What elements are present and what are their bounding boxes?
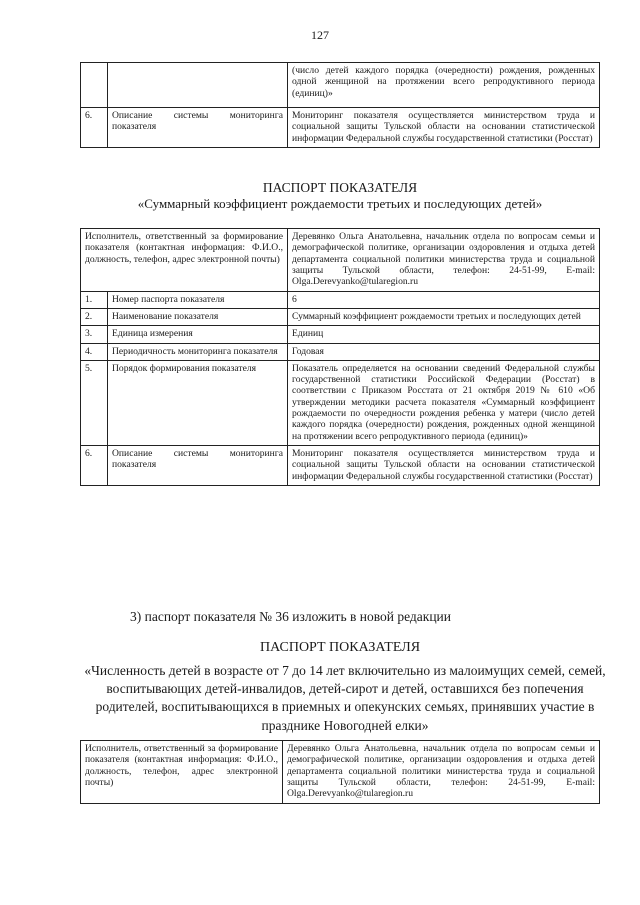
row-number: 6. [81, 446, 108, 486]
table-row [81, 360, 600, 445]
executor-value: Деревянко Ольга Анатольевна, начальник отдела по вопросам семьи и демографической политике, организации оздоровления и отдыха детей департамента социальной политики министерства труда и социальной защиты Тульской области, телефон: 24-51-99, E-mail: Olga.Derevyanko@tularegion.ru [283, 741, 600, 804]
table-header-row [81, 741, 600, 804]
table-row [81, 343, 600, 360]
row-label: Описание системы мониторинга показателя [108, 446, 288, 486]
row-number [81, 63, 108, 108]
row-label: Единица измерения [108, 326, 288, 343]
passport-title: ПАСПОРТ ПОКАЗАТЕЛЯ [259, 640, 421, 655]
row-number: 3. [81, 326, 108, 343]
executor-value: Деревянко Ольга Анатольевна, начальник отдела по вопросам семьи и демографической политике, организации оздоровления и отдыха детей департамента социальной политики министерства труда и социальной защиты Тульской области, телефон: 24-51-99, E-mail: Olga.Derevyanko@tularegion.ru [288, 229, 600, 292]
row-value: Показатель определяется на основании сведений Федеральной службы государственной статистики Российской Федерации (Росстат) в соответствии с Приказом Росстата от 21 октября 2019 № 610 «Об утверждении методики расчета показателя «Суммарный коэффициент рождаемости по очередности рождения ребенка у матери (число детей каждого порядка (очередности) рождения, рожденных одной женщиной на протяжении всего репродуктивного периода (единиц)» [288, 360, 600, 445]
passport-table-continued [80, 62, 600, 148]
table-header-row [81, 229, 600, 292]
table-row [81, 308, 600, 325]
row-label: Описание системы мониторинга показателя [108, 108, 288, 148]
row-label: Номер паспорта показателя [108, 291, 288, 308]
row-value: Годовая [288, 343, 600, 360]
row-value: (число детей каждого порядка (очередности) рождения, рожденных одной женщиной на протяжении всего репродуктивного периода (единиц)» [288, 63, 600, 108]
row-label [108, 63, 288, 108]
row-label: Периодичность мониторинга показателя [108, 343, 288, 360]
passport-subtitle: «Численность детей в возрасте от 7 до 14 лет включительно из малоимущих семей, семей, воспитывающих детей-инвалидов, детей-сирот и детей, оставшихся без попечения родителей, воспитывающихся в приемных и опекунских семьях, принявших участие в празднике Новогодней елки» [84, 663, 606, 733]
row-number: 4. [81, 343, 108, 360]
table-row [81, 63, 600, 108]
table-row [81, 108, 600, 148]
row-value: Мониторинг показателя осуществляется министерством труда и социальной защиты Тульской области на основании статистической информации Федеральной службы государственной статистики (Росстат) [288, 108, 600, 148]
row-value: Единиц [288, 326, 600, 343]
executor-label: Исполнитель, ответственный за формирование показателя (контактная информация: Ф.И.О., должность, телефон, адрес электронной почты) [81, 741, 283, 804]
passport-table [80, 740, 600, 804]
row-number: 6. [81, 108, 108, 148]
row-value: Суммарный коэффициент рождаемости третьих и последующих детей [288, 308, 600, 325]
row-label: Наименование показателя [108, 308, 288, 325]
table-row [81, 326, 600, 343]
row-value: Мониторинг показателя осуществляется министерством труда и социальной защиты Тульской области на основании статистической информации Федеральной службы государственной статистики (Росстат) [288, 446, 600, 486]
row-number: 1. [81, 291, 108, 308]
table-row [81, 446, 600, 486]
table-row [81, 291, 600, 308]
page-number: 127 [311, 28, 329, 42]
row-number: 5. [81, 360, 108, 445]
passport-subtitle: «Суммарный коэффициент рождаемости третьих и последующих детей» [137, 196, 543, 211]
amendment-instruction: 3) паспорт показателя № 36 изложить в новой редакции [130, 609, 451, 624]
passport-table [80, 228, 600, 486]
executor-label: Исполнитель, ответственный за формирование показателя (контактная информация: Ф.И.О., должность, телефон, адрес электронной почты) [81, 229, 288, 292]
row-number: 2. [81, 308, 108, 325]
passport-title: ПАСПОРТ ПОКАЗАТЕЛЯ [262, 180, 418, 195]
row-label: Порядок формирования показателя [108, 360, 288, 445]
row-value: 6 [288, 291, 600, 308]
